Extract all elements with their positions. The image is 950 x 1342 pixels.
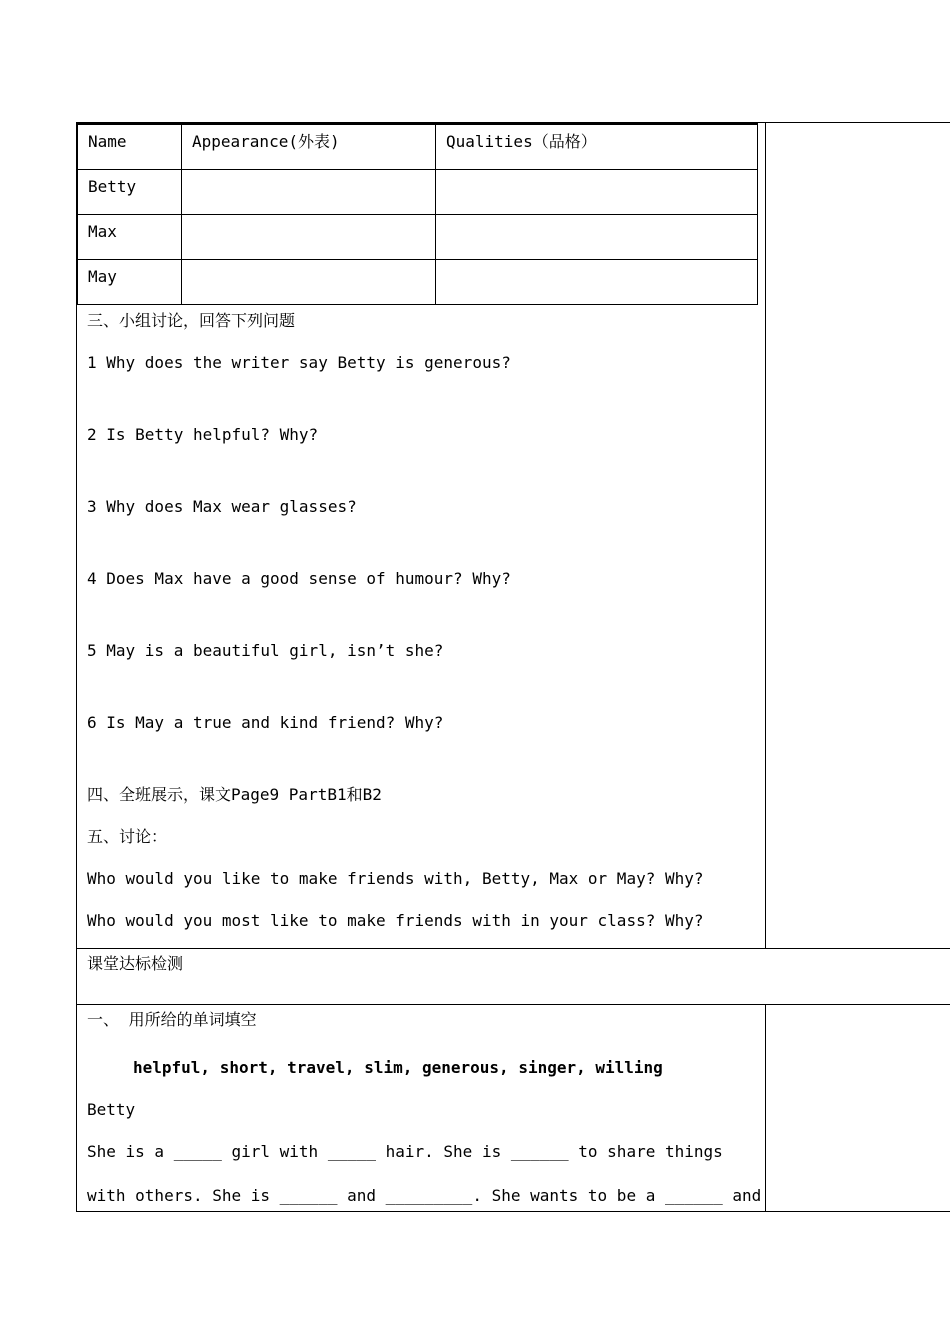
header-appearance: Appearance(外表): [182, 124, 436, 170]
cell-appearance-may[interactable]: [182, 260, 436, 305]
exercise-word-bank: helpful, short, travel, slim, generous, singer, willing: [133, 1058, 663, 1077]
row-name-betty: Betty: [78, 170, 182, 215]
exercise-line-2: with others. She is ______ and _________. She wants to be a ______ and: [87, 1186, 762, 1205]
notes-cell-bottom: [766, 1005, 950, 1212]
section5-title: 五、讨论：: [87, 827, 168, 846]
question-6: 6 Is May a true and kind friend? Why?: [87, 713, 444, 732]
main-content-cell: [77, 123, 766, 949]
section3-title: 三、小组讨论，回答下列问题: [87, 311, 296, 330]
cell-qualities-max[interactable]: [436, 215, 758, 260]
question-3: 3 Why does Max wear glasses?: [87, 497, 357, 516]
section4-title: 四、全班展示，课文Page9 PartB1和B2: [87, 785, 382, 804]
row-name-may: May: [78, 260, 182, 305]
check-title-cell: [77, 949, 950, 1005]
header-name: Name: [78, 124, 182, 170]
discussion-line-1: Who would you like to make friends with, Betty, Max or May? Why?: [87, 869, 704, 888]
exercise-line-1: She is a _____ girl with _____ hair. She is ______ to share things: [87, 1142, 723, 1161]
question-2: 2 Is Betty helpful? Why?: [87, 425, 319, 444]
worksheet-table: [76, 122, 950, 1212]
discussion-line-2: Who would you most like to make friends with in your class? Why?: [87, 911, 704, 930]
cell-qualities-may[interactable]: [436, 260, 758, 305]
character-table: [77, 123, 758, 305]
row-name-max: Max: [78, 215, 182, 260]
question-5: 5 May is a beautiful girl, isn’t she?: [87, 641, 444, 660]
header-qualities: Qualities（品格）: [436, 124, 758, 170]
question-1: 1 Why does the writer say Betty is generous?: [87, 353, 511, 372]
cell-appearance-max[interactable]: [182, 215, 436, 260]
exercise-cell: [77, 1005, 766, 1212]
check-title: 课堂达标检测: [87, 954, 184, 973]
question-4: 4 Does Max have a good sense of humour? Why?: [87, 569, 511, 588]
exercise-title: 一、 用所给的单词填空: [87, 1010, 257, 1029]
notes-cell-top: [766, 123, 950, 949]
cell-qualities-betty[interactable]: [436, 170, 758, 215]
exercise-name: Betty: [87, 1100, 136, 1119]
cell-appearance-betty[interactable]: [182, 170, 436, 215]
